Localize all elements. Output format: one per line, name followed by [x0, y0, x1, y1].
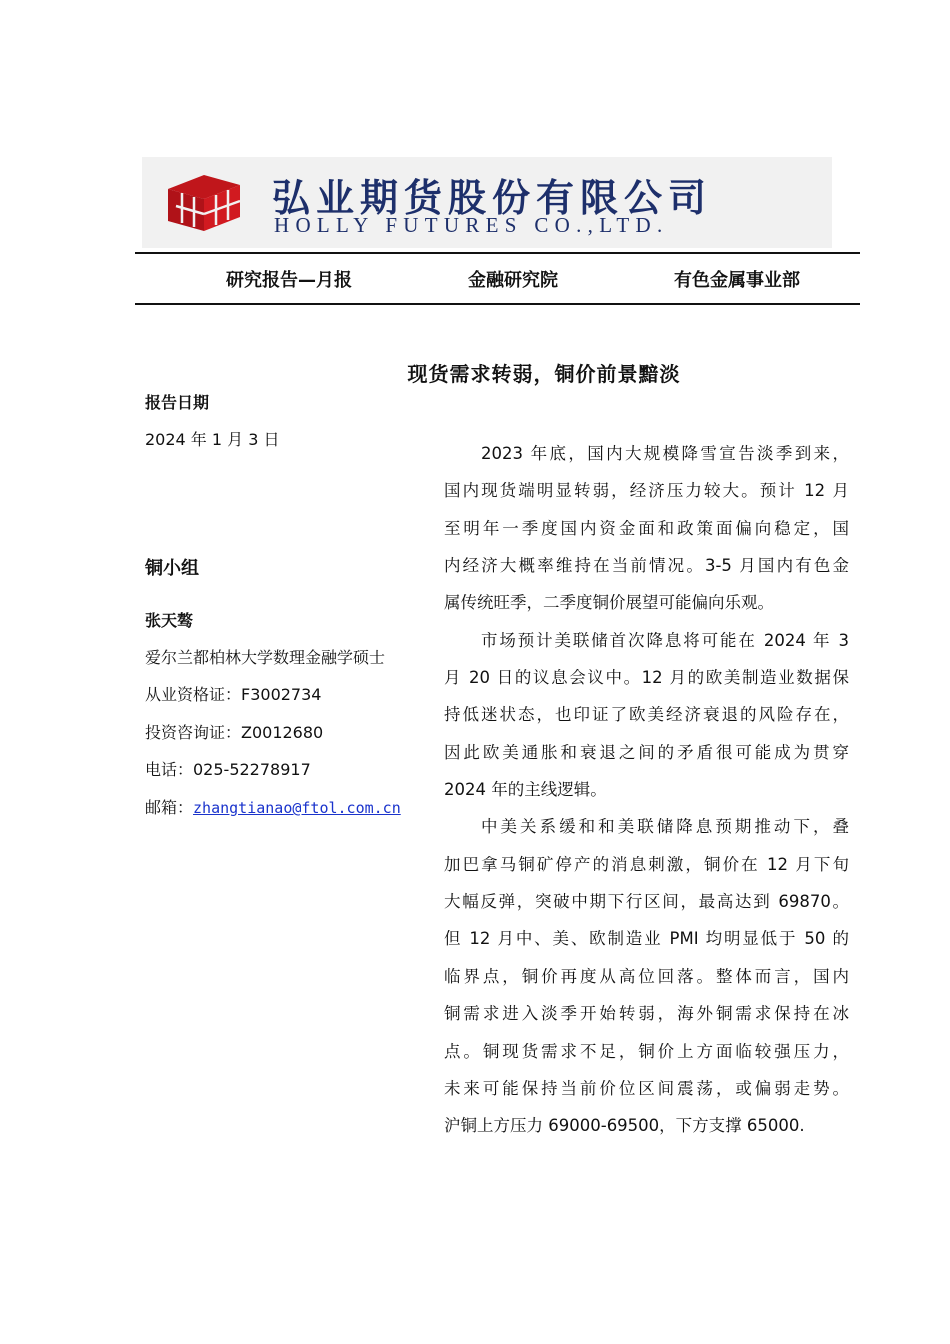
- body-line: 市场预计美联储首次降息将可能在 2024 年 3: [481, 630, 849, 650]
- header-department: 有色金属事业部: [674, 270, 800, 291]
- email-row: [145, 795, 401, 818]
- body-paragraph: [444, 442, 849, 629]
- body-line: 国内现货端明显转弱，经济压力较大。预计 12 月: [444, 481, 849, 501]
- header-institute: 金融研究院: [468, 270, 558, 291]
- body-line: 未来可能保持当前价位区间震荡，或偏弱走势。: [444, 1078, 849, 1098]
- report-title: 现货需求转弱，铜价前景黯淡: [407, 362, 681, 386]
- body-paragraph: [444, 629, 849, 816]
- header-top-rule: [135, 252, 860, 254]
- body-line: 中美关系缓和和美联储降息预期推动下，叠: [481, 817, 849, 837]
- practice-license: 从业资格证：F3002734: [145, 685, 322, 704]
- logo-english-name: HOLLY FUTURES CO.,LTD.: [274, 213, 669, 237]
- body-line: 铜需求进入淡季开始转弱，海外铜需求保持在冰: [444, 1004, 849, 1024]
- report-date-label: 报告日期: [145, 393, 210, 412]
- team-name: 铜小组: [145, 558, 199, 579]
- body-line: 内经济大概率维持在当前情况。3-5 月国内有色金: [444, 556, 849, 576]
- body-line: 2024 年的主线逻辑。: [444, 780, 607, 800]
- body-line: 至明年一季度国内资金面和政策面偏向稳定，国: [444, 518, 849, 538]
- body-line: 临界点，铜价再度从高位回落。整体而言，国内: [444, 966, 849, 986]
- body-line: 大幅反弹，突破中期下行区间，最高达到 69870。: [444, 892, 849, 912]
- report-date: 2024 年 1 月 3 日: [145, 430, 280, 449]
- header-report-type: 研究报告—月报: [226, 270, 352, 291]
- body-line: 点。铜现货需求不足，铜价上方面临较强压力，: [444, 1041, 849, 1061]
- body-line: 但 12 月中、美、欧制造业 PMI 均明显低于 50 的: [444, 929, 849, 949]
- body-line: 持低迷状态，也印证了欧美经济衰退的风险存在，: [444, 705, 849, 725]
- phone: 电话：025-52278917: [145, 760, 311, 779]
- body-line: 加巴拿马铜矿停产的消息刺激，铜价在 12 月下旬: [444, 854, 849, 874]
- body-line: 属传统旺季，二季度铜价展望可能偏向乐观。: [444, 593, 774, 613]
- header-bottom-rule: [135, 303, 860, 305]
- author-name: 张天骜: [145, 611, 194, 630]
- company-logo: [142, 157, 832, 248]
- email-link[interactable]: zhangtianao@ftol.com.cn: [193, 799, 401, 817]
- consult-license: 投资咨询证：Z0012680: [145, 723, 324, 742]
- report-body: [444, 442, 849, 1152]
- body-line: 沪铜上方压力 69000-69500，下方支撑 65000.: [444, 1116, 805, 1136]
- author-degree: 爱尔兰都柏林大学数理金融学硕士: [145, 648, 386, 667]
- body-paragraph: [444, 815, 849, 1151]
- body-line: 月 20 日的议息会议中。12 月的欧美制造业数据保: [444, 668, 849, 688]
- cube-logo-icon: [164, 171, 242, 233]
- logo-chinese-name: 弘业期货股份有限公司: [272, 175, 713, 220]
- body-line: 2023 年底，国内大规模降雪宣告淡季到来，: [481, 444, 849, 463]
- body-line: 因此欧美通胀和衰退之间的矛盾很可能成为贯穿: [444, 742, 849, 762]
- email-label: 邮箱：: [145, 798, 194, 817]
